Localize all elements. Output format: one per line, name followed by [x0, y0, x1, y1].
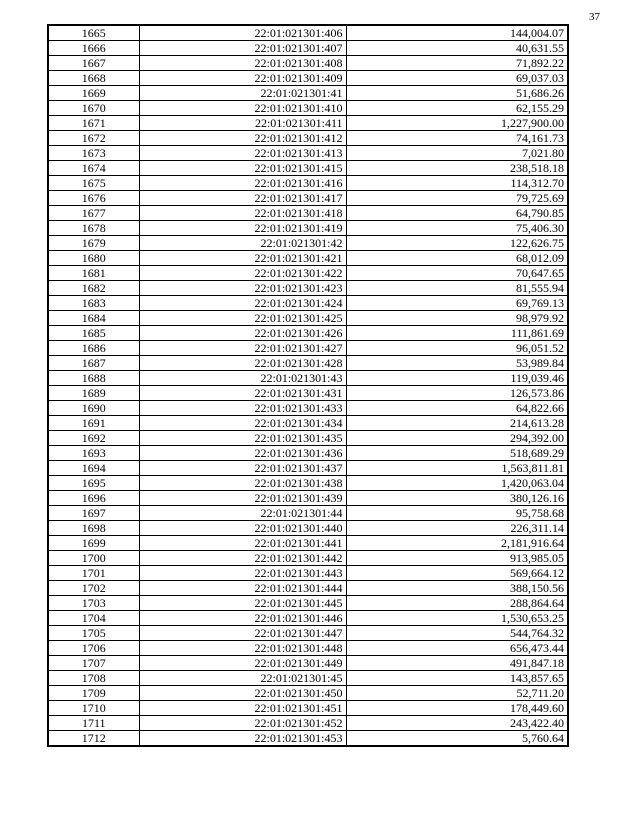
table-row — [48, 686, 568, 701]
row-number-cell: 1704 — [48, 611, 139, 626]
row-number-cell: 1701 — [48, 566, 139, 581]
value-cell: 70,647.65 — [346, 266, 568, 281]
value-cell: 79,725.69 — [346, 191, 568, 206]
table-row — [48, 161, 568, 176]
value-cell: 226,311.14 — [346, 521, 568, 536]
value-cell: 388,150.56 — [346, 581, 568, 596]
cadastral-number-cell: 22:01:021301:411 — [139, 116, 346, 131]
cadastral-number-cell: 22:01:021301:438 — [139, 476, 346, 491]
table-row — [48, 206, 568, 221]
value-cell: 64,790.85 — [346, 206, 568, 221]
row-number-cell: 1681 — [48, 266, 139, 281]
value-cell: 238,518.18 — [346, 161, 568, 176]
value-cell: 81,555.94 — [346, 281, 568, 296]
cadastral-number-cell: 22:01:021301:447 — [139, 626, 346, 641]
value-cell: 243,422.40 — [346, 716, 568, 731]
row-number-cell: 1667 — [48, 56, 139, 71]
row-number-cell: 1682 — [48, 281, 139, 296]
cadastral-number-cell: 22:01:021301:424 — [139, 296, 346, 311]
value-cell: 96,051.52 — [346, 341, 568, 356]
cadastral-number-cell: 22:01:021301:452 — [139, 716, 346, 731]
value-cell: 544,764.32 — [346, 626, 568, 641]
table-row — [48, 551, 568, 566]
table-row — [48, 326, 568, 341]
value-cell: 126,573.86 — [346, 386, 568, 401]
cadastral-number-cell: 22:01:021301:441 — [139, 536, 346, 551]
row-number-cell: 1686 — [48, 341, 139, 356]
cadastral-number-cell: 22:01:021301:417 — [139, 191, 346, 206]
table-row — [48, 131, 568, 146]
row-number-cell: 1702 — [48, 581, 139, 596]
row-number-cell: 1679 — [48, 236, 139, 251]
cadastral-number-cell: 22:01:021301:415 — [139, 161, 346, 176]
value-cell: 98,979.92 — [346, 311, 568, 326]
table-row — [48, 356, 568, 371]
row-number-cell: 1665 — [48, 25, 139, 41]
table-row — [48, 236, 568, 251]
row-number-cell: 1683 — [48, 296, 139, 311]
cadastral-number-cell: 22:01:021301:409 — [139, 71, 346, 86]
row-number-cell: 1696 — [48, 491, 139, 506]
cadastral-number-cell: 22:01:021301:44 — [139, 506, 346, 521]
cadastral-number-cell: 22:01:021301:45 — [139, 671, 346, 686]
table-row — [48, 731, 568, 747]
table-row — [48, 25, 568, 41]
cadastral-number-cell: 22:01:021301:439 — [139, 491, 346, 506]
table-row — [48, 191, 568, 206]
cadastral-number-cell: 22:01:021301:428 — [139, 356, 346, 371]
row-number-cell: 1671 — [48, 116, 139, 131]
cadastral-number-cell: 22:01:021301:427 — [139, 341, 346, 356]
cadastral-number-cell: 22:01:021301:434 — [139, 416, 346, 431]
cadastral-number-cell: 22:01:021301:422 — [139, 266, 346, 281]
value-cell: 1,530,653.25 — [346, 611, 568, 626]
row-number-cell: 1708 — [48, 671, 139, 686]
table-row — [48, 251, 568, 266]
row-number-cell: 1676 — [48, 191, 139, 206]
cadastral-number-cell: 22:01:021301:444 — [139, 581, 346, 596]
value-cell: 2,181,916.64 — [346, 536, 568, 551]
cadastral-number-cell: 22:01:021301:416 — [139, 176, 346, 191]
row-number-cell: 1700 — [48, 551, 139, 566]
table-row — [48, 461, 568, 476]
table-row — [48, 41, 568, 56]
row-number-cell: 1706 — [48, 641, 139, 656]
row-number-cell: 1703 — [48, 596, 139, 611]
row-number-cell: 1693 — [48, 446, 139, 461]
table-row — [48, 566, 568, 581]
cadastral-number-cell: 22:01:021301:451 — [139, 701, 346, 716]
row-number-cell: 1710 — [48, 701, 139, 716]
cadastral-number-cell: 22:01:021301:431 — [139, 386, 346, 401]
value-cell: 111,861.69 — [346, 326, 568, 341]
table-row — [48, 716, 568, 731]
cadastral-number-cell: 22:01:021301:419 — [139, 221, 346, 236]
table-row — [48, 476, 568, 491]
row-number-cell: 1711 — [48, 716, 139, 731]
row-number-cell: 1674 — [48, 161, 139, 176]
cadastral-number-cell: 22:01:021301:41 — [139, 86, 346, 101]
table-row — [48, 296, 568, 311]
value-cell: 74,161.73 — [346, 131, 568, 146]
value-cell: 51,686.26 — [346, 86, 568, 101]
cadastral-number-cell: 22:01:021301:442 — [139, 551, 346, 566]
cadastral-number-cell: 22:01:021301:421 — [139, 251, 346, 266]
cadastral-number-cell: 22:01:021301:412 — [139, 131, 346, 146]
table-row — [48, 641, 568, 656]
table-row — [48, 146, 568, 161]
cadastral-number-cell: 22:01:021301:413 — [139, 146, 346, 161]
row-number-cell: 1690 — [48, 401, 139, 416]
page-number: 37 — [589, 11, 600, 23]
table-row — [48, 116, 568, 131]
cadastral-number-cell: 22:01:021301:443 — [139, 566, 346, 581]
value-cell: 122,626.75 — [346, 236, 568, 251]
row-number-cell: 1678 — [48, 221, 139, 236]
row-number-cell: 1672 — [48, 131, 139, 146]
value-cell: 656,473.44 — [346, 641, 568, 656]
cadastral-number-cell: 22:01:021301:450 — [139, 686, 346, 701]
row-number-cell: 1689 — [48, 386, 139, 401]
value-cell: 95,758.68 — [346, 506, 568, 521]
value-cell: 380,126.16 — [346, 491, 568, 506]
table-row — [48, 341, 568, 356]
data-table — [47, 24, 569, 747]
row-number-cell: 1688 — [48, 371, 139, 386]
row-number-cell: 1705 — [48, 626, 139, 641]
row-number-cell: 1712 — [48, 731, 139, 747]
row-number-cell: 1695 — [48, 476, 139, 491]
table-row — [48, 611, 568, 626]
row-number-cell: 1669 — [48, 86, 139, 101]
table-row — [48, 656, 568, 671]
value-cell: 178,449.60 — [346, 701, 568, 716]
value-cell: 1,420,063.04 — [346, 476, 568, 491]
value-cell: 5,760.64 — [346, 731, 568, 747]
value-cell: 71,892.22 — [346, 56, 568, 71]
cadastral-number-cell: 22:01:021301:410 — [139, 101, 346, 116]
value-cell: 518,689.29 — [346, 446, 568, 461]
cadastral-number-cell: 22:01:021301:42 — [139, 236, 346, 251]
table-row — [48, 671, 568, 686]
row-number-cell: 1687 — [48, 356, 139, 371]
cadastral-number-cell: 22:01:021301:425 — [139, 311, 346, 326]
cadastral-number-cell: 22:01:021301:448 — [139, 641, 346, 656]
value-cell: 214,613.28 — [346, 416, 568, 431]
cadastral-number-cell: 22:01:021301:436 — [139, 446, 346, 461]
value-cell: 62,155.29 — [346, 101, 568, 116]
table-row — [48, 401, 568, 416]
cadastral-number-cell: 22:01:021301:406 — [139, 25, 346, 41]
value-cell: 69,037.03 — [346, 71, 568, 86]
table-row — [48, 311, 568, 326]
row-number-cell: 1694 — [48, 461, 139, 476]
value-cell: 68,012.09 — [346, 251, 568, 266]
table-row — [48, 221, 568, 236]
value-cell: 7,021.80 — [346, 146, 568, 161]
table-row — [48, 386, 568, 401]
table-row — [48, 536, 568, 551]
cadastral-number-cell: 22:01:021301:449 — [139, 656, 346, 671]
table-row — [48, 416, 568, 431]
value-cell: 1,227,900.00 — [346, 116, 568, 131]
value-cell: 52,711.20 — [346, 686, 568, 701]
cadastral-number-cell: 22:01:021301:437 — [139, 461, 346, 476]
cadastral-number-cell: 22:01:021301:445 — [139, 596, 346, 611]
cadastral-number-cell: 22:01:021301:440 — [139, 521, 346, 536]
table-row — [48, 521, 568, 536]
value-cell: 569,664.12 — [346, 566, 568, 581]
value-cell: 913,985.05 — [346, 551, 568, 566]
row-number-cell: 1675 — [48, 176, 139, 191]
cadastral-number-cell: 22:01:021301:453 — [139, 731, 346, 747]
cadastral-number-cell: 22:01:021301:446 — [139, 611, 346, 626]
table-row — [48, 176, 568, 191]
value-cell: 75,406.30 — [346, 221, 568, 236]
value-cell: 143,857.65 — [346, 671, 568, 686]
value-cell: 64,822.66 — [346, 401, 568, 416]
value-cell: 69,769.13 — [346, 296, 568, 311]
cadastral-number-cell: 22:01:021301:407 — [139, 41, 346, 56]
row-number-cell: 1692 — [48, 431, 139, 446]
row-number-cell: 1685 — [48, 326, 139, 341]
row-number-cell: 1670 — [48, 101, 139, 116]
table-row — [48, 701, 568, 716]
cadastral-number-cell: 22:01:021301:418 — [139, 206, 346, 221]
table-row — [48, 281, 568, 296]
cadastral-number-cell: 22:01:021301:423 — [139, 281, 346, 296]
value-cell: 119,039.46 — [346, 371, 568, 386]
table-body — [48, 25, 568, 746]
table-row — [48, 506, 568, 521]
row-number-cell: 1666 — [48, 41, 139, 56]
table-row — [48, 431, 568, 446]
cadastral-number-cell: 22:01:021301:426 — [139, 326, 346, 341]
value-cell: 1,563,811.81 — [346, 461, 568, 476]
table-row — [48, 491, 568, 506]
value-cell: 114,312.70 — [346, 176, 568, 191]
row-number-cell: 1673 — [48, 146, 139, 161]
value-cell: 288,864.64 — [346, 596, 568, 611]
row-number-cell: 1668 — [48, 71, 139, 86]
cadastral-number-cell: 22:01:021301:43 — [139, 371, 346, 386]
row-number-cell: 1707 — [48, 656, 139, 671]
row-number-cell: 1691 — [48, 416, 139, 431]
table-row — [48, 596, 568, 611]
cadastral-number-cell: 22:01:021301:433 — [139, 401, 346, 416]
table-row — [48, 86, 568, 101]
table-row — [48, 581, 568, 596]
cadastral-number-cell: 22:01:021301:408 — [139, 56, 346, 71]
table-row — [48, 101, 568, 116]
row-number-cell: 1684 — [48, 311, 139, 326]
row-number-cell: 1709 — [48, 686, 139, 701]
row-number-cell: 1680 — [48, 251, 139, 266]
row-number-cell: 1677 — [48, 206, 139, 221]
value-cell: 53,989.84 — [346, 356, 568, 371]
table-row — [48, 56, 568, 71]
value-cell: 40,631.55 — [346, 41, 568, 56]
value-cell: 144,004.07 — [346, 25, 568, 41]
table-row — [48, 371, 568, 386]
table-row — [48, 266, 568, 281]
table-row — [48, 446, 568, 461]
table-row — [48, 626, 568, 641]
value-cell: 491,847.18 — [346, 656, 568, 671]
row-number-cell: 1697 — [48, 506, 139, 521]
table-row — [48, 71, 568, 86]
value-cell: 294,392.00 — [346, 431, 568, 446]
row-number-cell: 1698 — [48, 521, 139, 536]
row-number-cell: 1699 — [48, 536, 139, 551]
cadastral-number-cell: 22:01:021301:435 — [139, 431, 346, 446]
